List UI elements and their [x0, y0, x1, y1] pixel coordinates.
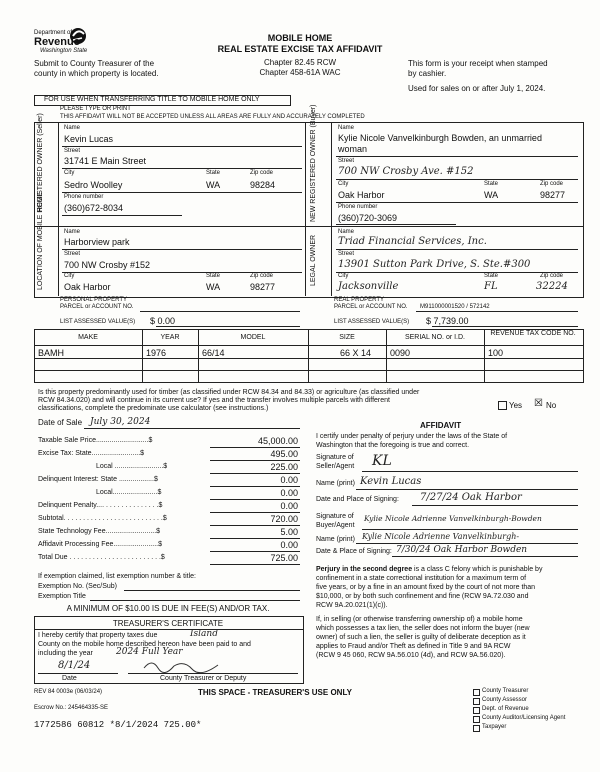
- treasurer-date: 8/1/24: [58, 660, 91, 671]
- buyer-name-print: Kylie Nicole Adrienne Vanvelkinburgh-: [362, 532, 520, 541]
- location-zip: 98277: [250, 282, 276, 292]
- theft-line0: If, in selling (or otherwise transferring ownership of) a mobile home: [316, 616, 523, 623]
- perjury-bold: Perjury in the second degree: [316, 566, 413, 573]
- assessed-left-label: LIST ASSESSED VALUE(S): [60, 319, 136, 325]
- tax-row-label: Taxable Sale Price...........................$: [38, 437, 153, 444]
- escrow-number: Escrow No.: 245464335-SE: [34, 705, 109, 711]
- seller-state-label: State: [206, 170, 221, 176]
- seller-date-place: 7/27/24 Oak Harbor: [420, 492, 522, 503]
- tax-row-value: 495.00: [270, 449, 298, 459]
- copy-treasurer: County Treasurer: [482, 688, 529, 694]
- copy-checkbox[interactable]: [473, 716, 480, 723]
- parcel-right-label: PARCEL or ACCOUNT NO.: [334, 304, 408, 310]
- tax-row-line: [210, 473, 300, 474]
- tax-row-label: Local.......................$: [96, 489, 162, 496]
- title-line1: MOBILE HOME: [267, 33, 333, 43]
- copy-taxpayer: Taxpayer: [482, 724, 507, 730]
- copy-auditor: County Auditor/Licensing Agent: [482, 715, 566, 721]
- buyer-date-place: 7/30/24 Oak Harbor Bowden: [396, 545, 528, 555]
- cell-tax-code: 100: [488, 348, 504, 358]
- cell-size: 66 X 14: [340, 348, 372, 358]
- seller-zip: 98284: [250, 180, 276, 190]
- theft-line4: (RCW 9 45 060, RCW 9A.56.010 (4d), and RCW 9A.56.020).: [316, 652, 506, 659]
- treasurer-date-label: Date: [62, 675, 77, 682]
- timber-line3: classifications, complete the predominate use calculator (see instructions.): [38, 405, 269, 412]
- seller-name-print: Kevin Lucas: [360, 476, 422, 487]
- buyer-name-line2: woman: [338, 144, 368, 154]
- treasurer-signature: [140, 656, 230, 674]
- col-serial: SERIAL NO. or I.D.: [404, 334, 466, 341]
- col-year: YEAR: [160, 334, 180, 341]
- tax-row-value: 720.00: [270, 514, 298, 524]
- treasurer-line2: County on the mobile home described hereon have been paid to and: [38, 641, 251, 648]
- buyer-name-line1: Kylie Nicole Vanvelkinburgh Bowden, an unmarried: [338, 133, 542, 143]
- seller-date-place-label: Date and Place of Signing:: [316, 496, 399, 503]
- buyer-name-print-label: Name (print): [316, 536, 355, 543]
- location-name-label: Name: [64, 229, 81, 235]
- col-model: MODEL: [240, 334, 266, 341]
- copy-checkbox[interactable]: [473, 698, 480, 705]
- buyer-state: WA: [484, 190, 499, 200]
- tax-row-label: Excise Tax: State.........................$: [38, 450, 145, 457]
- seller-name-label: Name: [64, 125, 81, 131]
- assessed-right-label: LIST ASSESSED VALUE(S): [334, 319, 410, 325]
- seller-name: Kevin Lucas: [64, 134, 114, 144]
- legal-zip-label: Zip code: [540, 273, 564, 279]
- chapter-rcw: Chapter 82.45 RCW: [263, 58, 337, 67]
- col-make: MAKE: [78, 334, 98, 341]
- theft-line3: applies to Fraud and/or Theft as defined in Title 9 and 9A RCW: [316, 643, 511, 650]
- perjury-line3: $10,000, or by both such confinement and fine (RCW 9A.72.030 and: [316, 593, 529, 600]
- legal-street: 13901 Sutton Park Drive, S. Ste.#300: [338, 259, 531, 270]
- tax-row-value: 5.00: [280, 527, 298, 537]
- tax-row-line: [210, 460, 300, 461]
- seller-street-label: Street: [64, 148, 81, 154]
- side-legal: LEGAL OWNER: [310, 234, 317, 286]
- exemption-claimed: If exemption claimed, list exemption number & title:: [38, 573, 196, 580]
- timber-line2: RCW 84.34.020) and will continue in its current use? If yes and the transfer involves multiple parcels with different: [38, 397, 390, 404]
- theft-line1: which possesses a tax lien, the seller does not inform the buyer (new: [316, 625, 530, 632]
- location-name: Harborview park: [64, 237, 130, 247]
- assessed-right-value: $ 7,739.00: [426, 316, 469, 326]
- location-zip-label: Zip code: [250, 273, 274, 279]
- location-street: 700 NW Crosby #152: [64, 260, 151, 270]
- tax-row-line: [210, 512, 300, 513]
- buyer-phone-label: Phone number: [338, 204, 378, 210]
- real-property-label: REAL PROPERTY: [334, 297, 385, 303]
- receipt-line1: This form is your receipt when stamped: [408, 59, 548, 68]
- copy-assessor: County Assessor: [482, 697, 528, 703]
- buyer-zip: 98277: [540, 190, 566, 200]
- side-seller: REGISTERED OWNER (Seller): [37, 113, 44, 212]
- dept-revenue: Revenue: [34, 36, 80, 48]
- used-for: Used for sales on or after July 1, 2024.: [408, 84, 546, 93]
- parcel-left-label: PARCEL or ACCOUNT NO.: [60, 304, 134, 310]
- tax-row-value: 45,000.00: [257, 436, 298, 446]
- tax-row-label: Subtotal. . . . . . . . . . . . . . . . . . . . . . . . . .$: [38, 515, 167, 522]
- seller-phone-label: Phone number: [64, 194, 104, 200]
- submit-line2: county in which property is located.: [34, 69, 159, 78]
- legal-name: Triad Financial Services, Inc.: [338, 236, 487, 247]
- tax-row-label: Affidavit Processing Fee.......................$: [38, 541, 162, 548]
- date-of-sale-value: July 30, 2024: [90, 417, 151, 427]
- copy-checkbox[interactable]: [473, 725, 480, 732]
- location-state: WA: [206, 282, 221, 292]
- tax-row-line: [210, 538, 300, 539]
- seller-zip-label: Zip code: [250, 170, 274, 176]
- buyer-sig-label2: Buyer/Agent: [316, 522, 355, 529]
- legal-city: Jacksonville: [338, 281, 399, 292]
- buyer-city-label: City: [338, 181, 349, 187]
- location-street-label: Street: [64, 251, 81, 257]
- location-city-label: City: [64, 273, 75, 279]
- submit-line1: Submit to County Treasurer of the: [34, 59, 155, 68]
- yes-label: Yes: [509, 401, 523, 410]
- cashier-stamp: 1772586 60812 *8/1/2024 725.00*: [34, 720, 202, 730]
- legal-zip: 32224: [536, 281, 568, 292]
- buyer-street-label: Street: [338, 158, 355, 164]
- seller-street: 31741 E Main Street: [64, 156, 147, 166]
- seller-sig-label1: Signature of: [316, 454, 354, 461]
- treasurer-line3: including the year: [38, 650, 93, 657]
- no-label: No: [546, 401, 557, 410]
- buyer-city: Oak Harbor: [338, 190, 385, 200]
- seller-signature: KL: [372, 453, 392, 469]
- location-state-label: State: [206, 273, 221, 279]
- cell-serial: 0090: [390, 348, 411, 358]
- copy-checkbox[interactable]: [473, 689, 480, 696]
- seller-sig-label2: Seller/Agent: [316, 463, 355, 470]
- theft-line2: owner) of such a lien, the seller is guilty of deliberate deception as it: [316, 634, 526, 641]
- yes-checkbox[interactable]: [498, 401, 507, 410]
- transfer-banner-text: FOR USE WHEN TRANSFERRING TITLE TO MOBILE HOME ONLY: [44, 96, 260, 103]
- tax-row-value: 0.00: [280, 475, 298, 485]
- buyer-street: 700 NW Crosby Ave. #152: [338, 166, 474, 177]
- buyer-state-label: State: [484, 181, 499, 187]
- perjury-line4: RCW 9A.20.021(1)(c)).: [316, 602, 388, 609]
- cell-make: BAMH: [38, 348, 65, 358]
- tax-row-line: [210, 525, 300, 526]
- tax-row-value: 0.00: [280, 488, 298, 498]
- affidavit-cert1: I certify under penalty of perjury under the laws of the State of: [316, 433, 508, 440]
- seller-city: Sedro Woolley: [64, 180, 123, 190]
- exemption-no-label: Exemption No. (Sec/Sub): [38, 583, 117, 590]
- cell-model: 66/14: [202, 348, 225, 358]
- rev-number: REV 84 0003e (06/03/24): [34, 689, 103, 695]
- location-city: Oak Harbor: [64, 282, 111, 292]
- receipt-line2: by cashier.: [408, 69, 447, 78]
- perjury-line1: confinement in a state correctional institution for a maximum term of: [316, 575, 527, 582]
- seller-phone: (360)672-8034: [64, 203, 124, 213]
- legal-state: FL: [484, 281, 498, 292]
- legal-state-label: State: [484, 273, 499, 279]
- buyer-date-place-label: Date & Place of Signing:: [316, 548, 392, 555]
- perjury-text0: is a class C felony which is punishable by: [414, 566, 543, 573]
- cell-year: 1976: [146, 348, 167, 358]
- tax-row-value: 225.00: [270, 462, 298, 472]
- personal-property-label: PERSONAL PROPERTY: [60, 297, 128, 303]
- treasurer-year: 2024 Full Year: [116, 647, 183, 657]
- buyer-zip-label: Zip code: [540, 181, 564, 187]
- perjury-line0: [316, 566, 542, 573]
- side-buyer: NEW REGISTERED OWNER (Buyer): [310, 104, 317, 222]
- legal-city-label: City: [338, 273, 349, 279]
- no-checkbox[interactable]: ☒: [534, 398, 543, 409]
- col-tax-code: REVENUE TAX CODE NO.: [490, 330, 576, 337]
- treasurer-line1: I hereby certify that property taxes due: [38, 632, 158, 639]
- treasurer-use-only: THIS SPACE - TREASURER'S USE ONLY: [198, 688, 352, 697]
- chapter-wac: Chapter 458-61A WAC: [259, 68, 341, 77]
- tax-row-line: [210, 564, 300, 565]
- dept-state: Washington State: [40, 48, 88, 54]
- seller-state: WA: [206, 180, 221, 190]
- parcel-right-value: M911000001520 / 572142: [420, 304, 490, 310]
- minimum-note: A MINIMUM OF $10.00 IS DUE IN FEE(S) AND/OR TAX.: [66, 604, 270, 613]
- tax-row-value: 0.00: [280, 540, 298, 550]
- buyer-phone: (360)720-3069: [338, 213, 398, 223]
- treasurer-title: TREASURER'S CERTIFICATE: [112, 619, 224, 628]
- title-line2: REAL ESTATE EXCISE TAX AFFIDAVIT: [217, 44, 383, 54]
- legal-name-label: Name: [338, 229, 355, 235]
- treasurer-sig-label: County Treasurer or Deputy: [160, 675, 247, 682]
- timber-line1: Is this property predominantly used for timber (as classified under RCW 84.34 and 84.33) or agriculture (as classified under: [38, 389, 420, 396]
- affidavit-cert2: Washington that the foregoing is true and correct.: [316, 442, 470, 449]
- buyer-signature: Kylie Nicole Adrienne Vanvelkinburgh-Bowden: [364, 514, 542, 523]
- buyer-name-label: Name: [338, 125, 355, 131]
- treasurer-county: Island: [190, 629, 218, 639]
- seller-name-print-label: Name (print): [316, 480, 355, 487]
- exemption-title-label: Exemption Title: [38, 593, 86, 600]
- tax-row-value: 0.00: [280, 501, 298, 511]
- legal-street-label: Street: [338, 251, 355, 257]
- tax-row-label: Local .........................$: [96, 463, 168, 470]
- tax-row-line: [210, 486, 300, 487]
- seller-city-label: City: [64, 170, 75, 176]
- affidavit-title: AFFIDAVIT: [420, 421, 462, 430]
- perjury-line2: five years, or by a fine in an amount fixed by the court of not more than: [316, 584, 536, 591]
- date-of-sale-label: Date of Sale: [38, 418, 83, 427]
- side-location: LOCATION OF MOBILE HOME: [37, 191, 44, 290]
- buyer-sig-label1: Signature of: [316, 513, 354, 520]
- tax-row-line: [210, 551, 300, 552]
- copy-checkbox[interactable]: [473, 707, 480, 714]
- tax-row-label: State Technology Fee..........................$: [38, 528, 161, 535]
- tax-row-line: [210, 447, 300, 448]
- tax-row-label: Delinquent Interest: State ..................$: [38, 476, 158, 483]
- tax-row-label: Delinquent Penalty.... . . . . . . . . . . . . . .$: [38, 502, 163, 509]
- tax-row-label: Total Due . . . . . . . . . . . . . . . . . . . . . . . .$: [38, 554, 165, 561]
- assessed-left-value: $ 0.00: [150, 316, 176, 326]
- type-print: PLEASE TYPE OR PRINT: [60, 106, 131, 112]
- tax-row-value: 725.00: [270, 553, 298, 563]
- copy-dor: Dept. of Revenue: [482, 706, 529, 712]
- tax-row-line: [210, 499, 300, 500]
- col-size: SIZE: [339, 334, 355, 341]
- warning: THIS AFFIDAVIT WILL NOT BE ACCEPTED UNLESS ALL AREAS ARE FULLY AND ACCURATELY COMPLETED: [60, 114, 365, 120]
- dept-line1: Department of: [34, 30, 73, 36]
